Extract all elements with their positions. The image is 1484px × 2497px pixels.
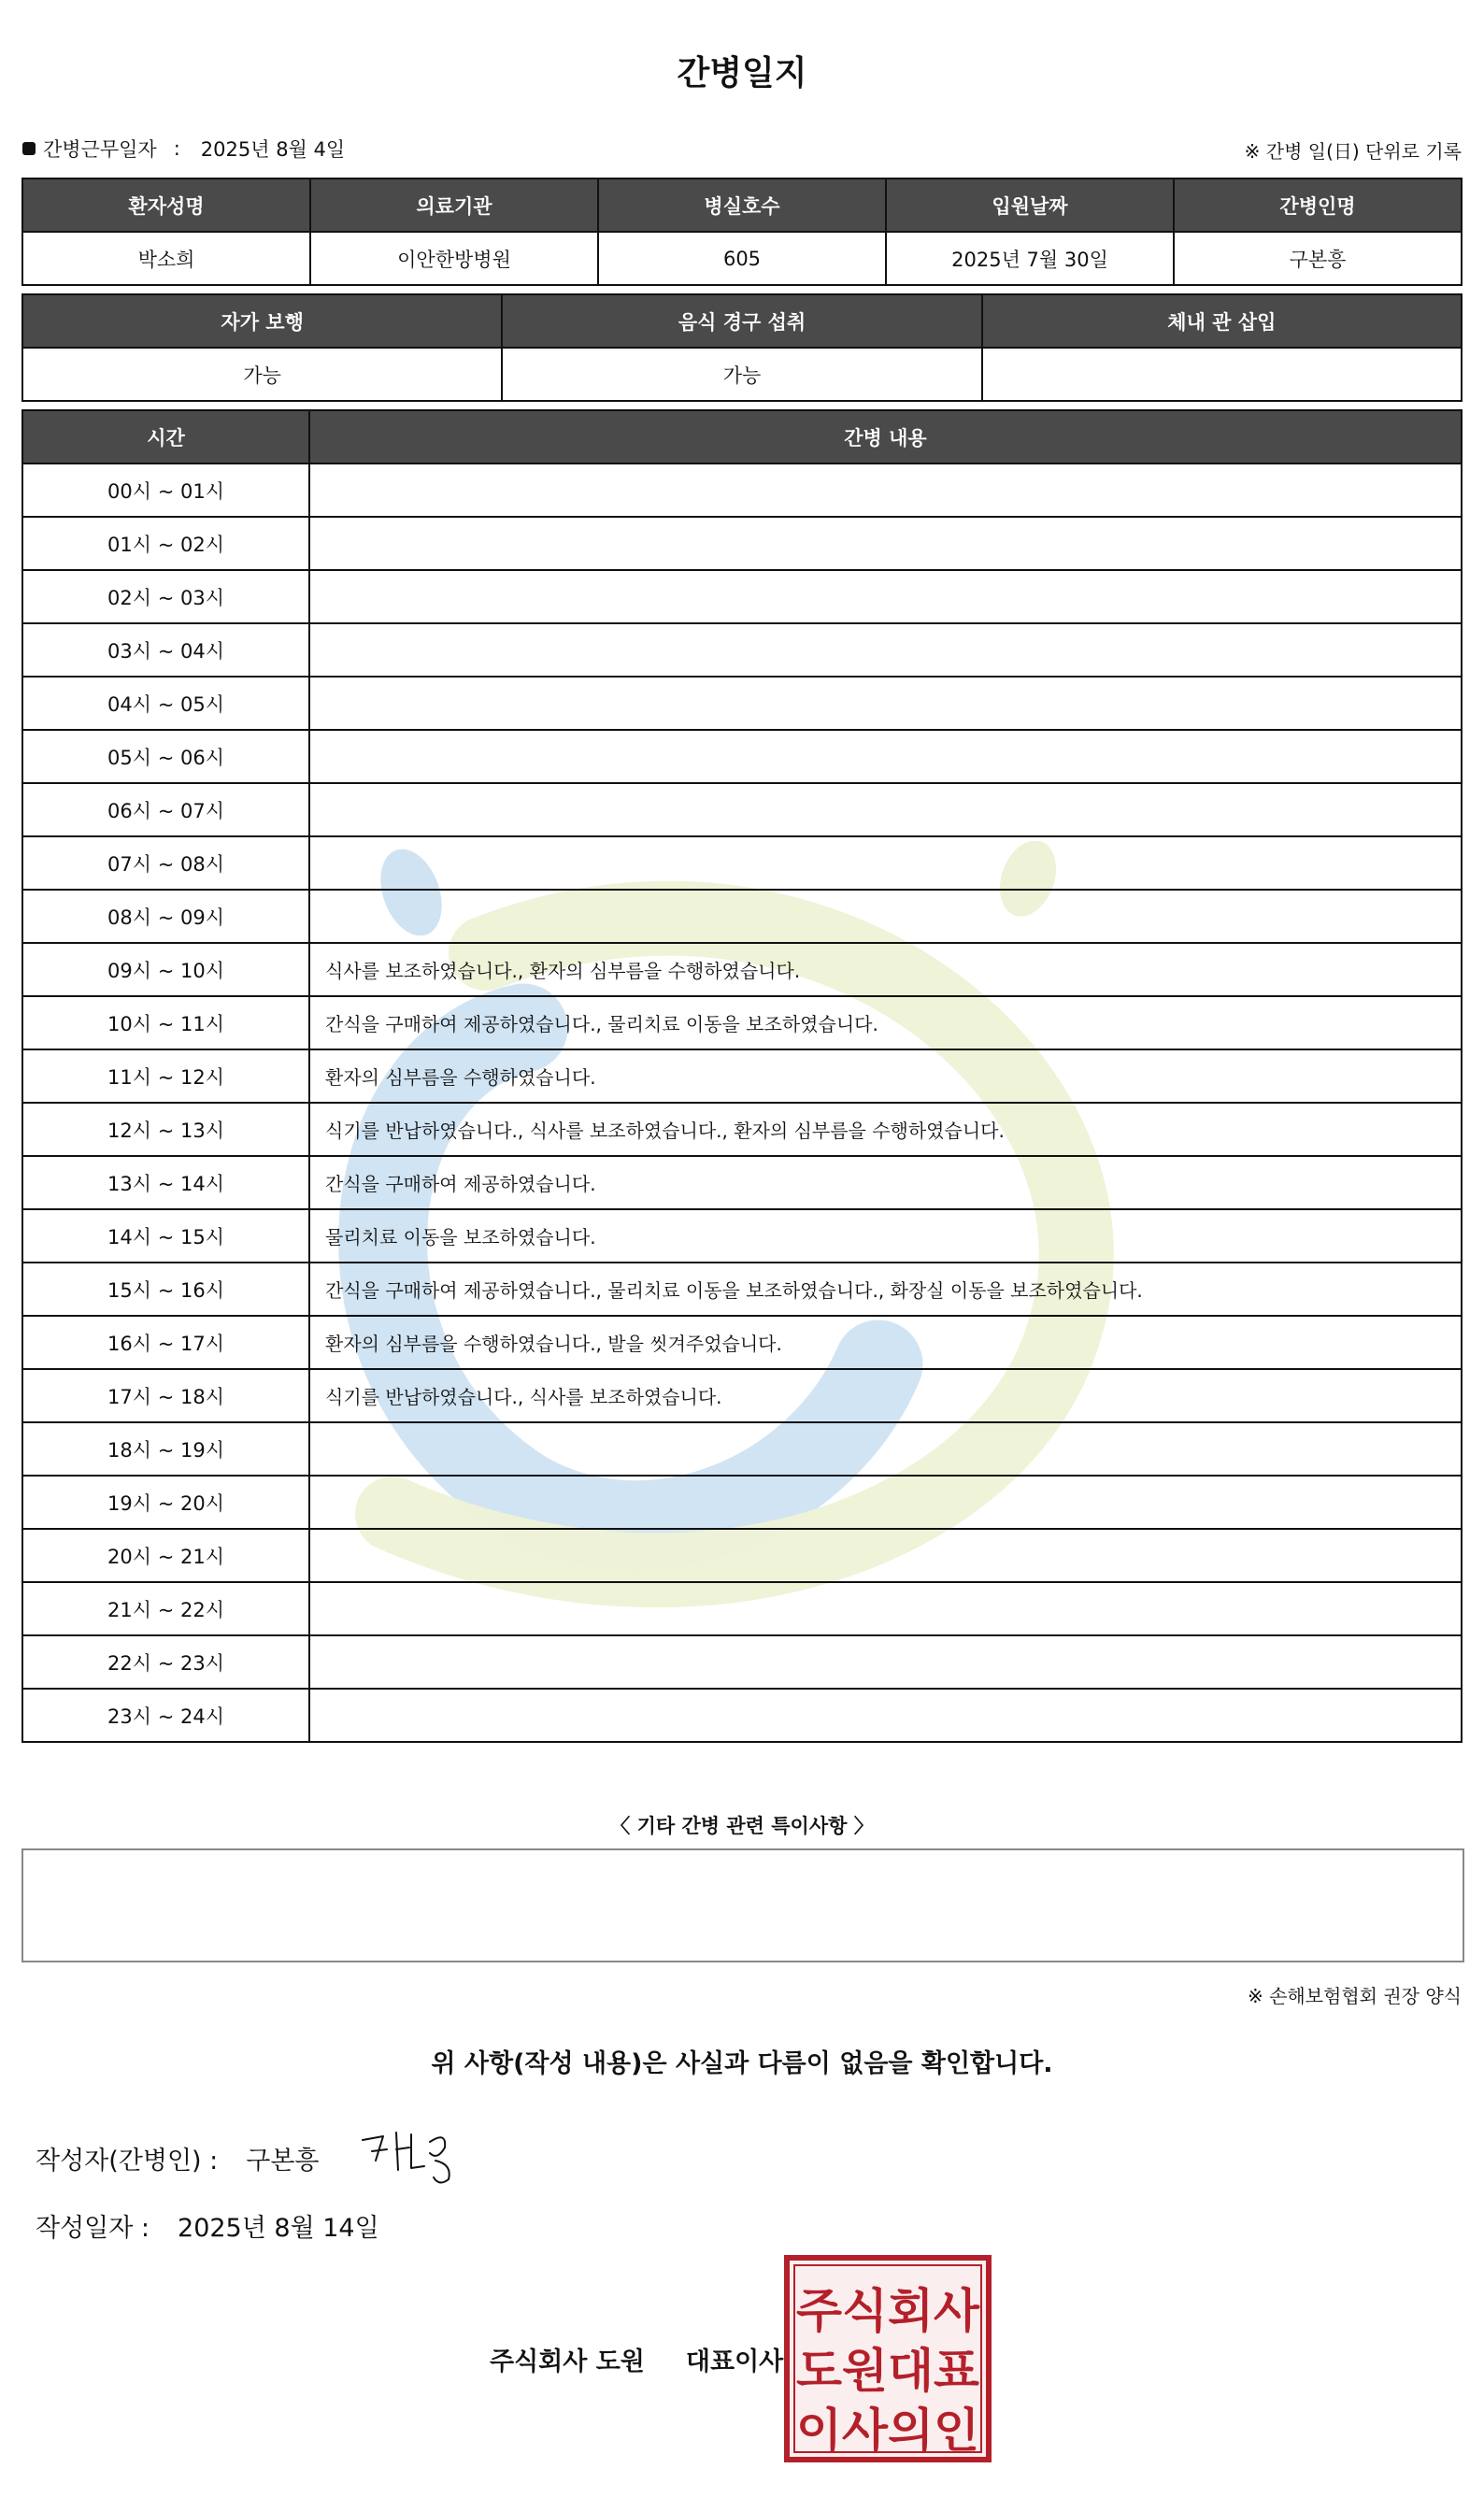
time-slot: 12시 ~ 13시: [22, 1103, 309, 1156]
time-slot: 22시 ~ 23시: [22, 1635, 309, 1689]
table-row: [22, 1209, 1462, 1263]
header-caregiver: 간병인명: [1174, 178, 1462, 232]
written-date-value: 2025년 8월 14일: [178, 2214, 379, 2243]
writer-line: [36, 2140, 320, 2176]
header-care-content: 간병 내용: [309, 410, 1462, 464]
care-content: [309, 783, 1462, 836]
care-content: 환자의 심부름을 수행하였습니다.: [309, 1049, 1462, 1103]
work-date-value: 2025년 8월 4일: [200, 138, 346, 161]
table-row: [22, 1422, 1462, 1476]
header-admission-date: 입원날짜: [886, 178, 1174, 232]
time-slot: 04시 ~ 05시: [22, 677, 309, 730]
care-content: 간식을 구매하여 제공하였습니다., 물리치료 이동을 보조하였습니다.: [309, 996, 1462, 1049]
care-content: [309, 730, 1462, 783]
care-content: 식기를 반납하였습니다., 식사를 보조하였습니다., 환자의 심부름을 수행하였습니다.: [309, 1103, 1462, 1156]
table-row: [22, 943, 1462, 996]
table-row: [22, 570, 1462, 623]
work-date-colon: :: [173, 137, 180, 160]
header-room: 병실호수: [598, 178, 886, 232]
patient-info-table: [21, 178, 1463, 286]
work-date-label: 간병근무일자: [43, 138, 157, 161]
care-content: [309, 677, 1462, 730]
company-seal-stamp: [783, 2254, 992, 2463]
table-row: [22, 517, 1462, 570]
care-content: 환자의 심부름을 수행하였습니다., 발을 씻겨주었습니다.: [309, 1316, 1462, 1369]
written-date-label: 작성일자 :: [36, 2214, 150, 2243]
care-log-body: [22, 464, 1462, 1742]
company-name: 주식회사 도원: [490, 2347, 645, 2376]
remarks-title: 〈 기타 간병 관련 특이사항 〉: [610, 1815, 874, 1837]
table-row: [22, 623, 1462, 677]
admission-date: 2025년 7월 30일: [886, 232, 1174, 285]
care-content: [309, 1689, 1462, 1742]
table-row: [22, 1103, 1462, 1156]
care-content: [309, 517, 1462, 570]
time-slot: 03시 ~ 04시: [22, 623, 309, 677]
table-row: [22, 232, 1462, 285]
care-content: 물리치료 이동을 보조하였습니다.: [309, 1209, 1462, 1263]
table-row: [22, 1582, 1462, 1635]
time-slot: 16시 ~ 17시: [22, 1316, 309, 1369]
table-row: [22, 1049, 1462, 1103]
care-content: 식사를 보조하였습니다., 환자의 심부름을 수행하였습니다.: [309, 943, 1462, 996]
table-row: [22, 996, 1462, 1049]
time-slot: 18시 ~ 19시: [22, 1422, 309, 1476]
table-row: [22, 1476, 1462, 1529]
time-slot: 05시 ~ 06시: [22, 730, 309, 783]
time-slot: 15시 ~ 16시: [22, 1263, 309, 1316]
care-content: [309, 570, 1462, 623]
table-row: [22, 1689, 1462, 1742]
care-content: [309, 1635, 1462, 1689]
time-slot: 01시 ~ 02시: [22, 517, 309, 570]
handwritten-signature: [355, 2123, 467, 2189]
written-date-line: [36, 2207, 379, 2244]
care-content: 식기를 반납하였습니다., 식사를 보조하였습니다.: [309, 1369, 1462, 1422]
time-slot: 02시 ~ 03시: [22, 570, 309, 623]
room-number: 605: [598, 232, 886, 285]
table-row: [22, 348, 1462, 401]
header-walking: 자가 보행: [22, 294, 502, 348]
table-row: [22, 1369, 1462, 1422]
time-slot: 06시 ~ 07시: [22, 783, 309, 836]
table-row: [22, 890, 1462, 943]
time-slot: 10시 ~ 11시: [22, 996, 309, 1049]
time-slot: 14시 ~ 15시: [22, 1209, 309, 1263]
writer-name: 구본흥: [246, 2147, 320, 2176]
time-slot: 08시 ~ 09시: [22, 890, 309, 943]
table-row: [22, 1635, 1462, 1689]
table-row: [22, 464, 1462, 517]
company-line: [490, 2341, 783, 2377]
care-content: 간식을 구매하여 제공하였습니다., 물리치료 이동을 보조하였습니다., 화장실 이동을 보조하였습니다.: [309, 1263, 1462, 1316]
care-content: [309, 836, 1462, 890]
header-oral-intake: 음식 경구 섭취: [502, 294, 981, 348]
time-slot: 07시 ~ 08시: [22, 836, 309, 890]
table-row: [22, 783, 1462, 836]
care-log-table: [21, 409, 1463, 1743]
svg-text:주식회사: 주식회사: [796, 2284, 980, 2338]
time-slot: 19시 ~ 20시: [22, 1476, 309, 1529]
header-time: 시간: [22, 410, 309, 464]
oral-intake-value: 가능: [502, 348, 981, 401]
note-top: ※ 간병 일(日) 단위로 기록: [1244, 140, 1462, 163]
table-row: [22, 1156, 1462, 1209]
header-tube: 체내 관 삽입: [982, 294, 1462, 348]
care-content: [309, 464, 1462, 517]
confirmation-statement: 위 사항(작성 내용)은 사실과 다름이 없음을 확인합니다.: [431, 2049, 1053, 2078]
caregiver-name: 구본흥: [1174, 232, 1462, 285]
institution: 이안한방병원: [310, 232, 598, 285]
time-slot: 23시 ~ 24시: [22, 1689, 309, 1742]
company-title: 대표이사: [685, 2347, 784, 2376]
care-content: [309, 623, 1462, 677]
care-content: 간식을 구매하여 제공하였습니다.: [309, 1156, 1462, 1209]
care-content: [309, 1422, 1462, 1476]
header-patient-name: 환자성명: [22, 178, 310, 232]
table-row: [22, 1263, 1462, 1316]
time-slot: 00시 ~ 01시: [22, 464, 309, 517]
time-slot: 17시 ~ 18시: [22, 1369, 309, 1422]
table-row: [22, 1529, 1462, 1582]
time-slot: 13시 ~ 14시: [22, 1156, 309, 1209]
table-row: [22, 836, 1462, 890]
table-row: [22, 1316, 1462, 1369]
table-row: [22, 677, 1462, 730]
care-content: [309, 1582, 1462, 1635]
table-header-row: [22, 410, 1462, 464]
form-note: ※ 손해보험협회 권장 양식: [1247, 1985, 1462, 2007]
svg-text:도원대표: 도원대표: [796, 2344, 980, 2398]
care-content: [309, 1529, 1462, 1582]
header-institution: 의료기관: [310, 178, 598, 232]
tube-value: [982, 348, 1462, 401]
table-header-row: [22, 294, 1462, 348]
patient-name: 박소희: [22, 232, 310, 285]
table-header-row: [22, 178, 1462, 232]
work-date: [22, 135, 345, 163]
square-bullet-icon: [22, 142, 36, 155]
svg-text:이사의인: 이사의인: [796, 2404, 979, 2458]
time-slot: 09시 ~ 10시: [22, 943, 309, 996]
table-row: [22, 730, 1462, 783]
care-content: [309, 1476, 1462, 1529]
time-slot: 20시 ~ 21시: [22, 1529, 309, 1582]
patient-ability-table: [21, 293, 1463, 402]
time-slot: 21시 ~ 22시: [22, 1582, 309, 1635]
care-content: [309, 890, 1462, 943]
time-slot: 11시 ~ 12시: [22, 1049, 309, 1103]
remarks-box: [21, 1848, 1464, 1962]
walking-value: 가능: [22, 348, 502, 401]
writer-label: 작성자(간병인) :: [36, 2147, 219, 2176]
page-title: 간병일지: [677, 54, 807, 93]
